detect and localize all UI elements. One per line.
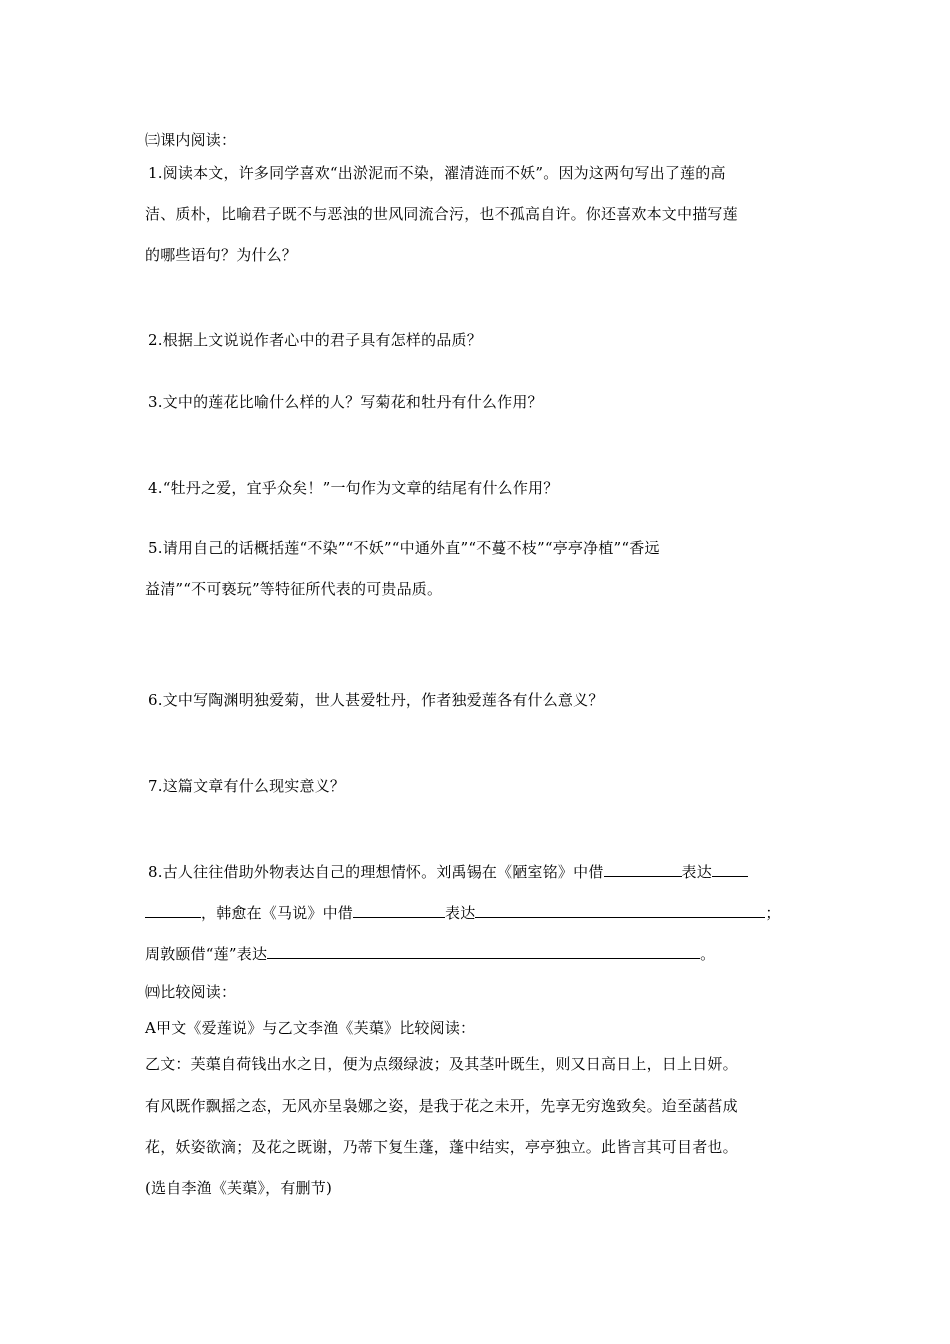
question-5-line-1: 5.请用自己的话概括莲“不染”“不妖”“中通外直”“不蔓不枝”“亭亭净植”“香远 [148,539,660,557]
question-8-text-1: 8.古人往往借助外物表达自己的理想情怀。刘禹锡在《陋室铭》中借 [148,863,604,881]
section-3-heading: ㈢课内阅读： [145,131,237,149]
question-8-text-6: 周敦颐借“莲”表达 [145,945,268,963]
blank-1[interactable] [604,862,682,877]
question-4: 4.“牡丹之爱，宜乎众矣！”一句作为文章的结尾有什么作用？ [148,479,559,497]
question-8-text-3: ，韩愈在《马说》中借 [201,904,354,922]
blank-2b[interactable] [145,903,201,918]
blank-5[interactable] [267,944,700,959]
blank-2a[interactable] [712,862,748,877]
question-7: 7.这篇文章有什么现实意义？ [148,777,346,795]
question-8-line-3 [145,944,825,964]
blank-3[interactable] [353,903,445,918]
question-3: 3.文中的莲花比喻什么样的人？写菊花和牡丹有什么作用？ [148,393,543,411]
passage-line-2: 有风既作飘摇之态，无风亦呈袅娜之姿，是我于花之未开，先享无穷逸致矣。迨至菡萏成 [145,1097,738,1115]
passage-line-1: 乙文：芙蕖自荷钱出水之日，便为点缀绿波；及其茎叶既生，则又日高日上，日上日妍。 [145,1055,738,1073]
question-2: 2.根据上文说说作者心中的君子具有怎样的品质？ [148,331,482,349]
question-5-line-2: 益清”“不可亵玩”等特征所代表的可贵品质。 [145,580,443,598]
question-8-text-7: 。 [700,945,716,963]
passage-source: (选自李渔《芙蕖》，有删节) [145,1179,333,1197]
question-8-text-4: 表达 [445,904,476,922]
passage-line-3: 花，妖姿欲滴；及花之既谢，乃蒂下复生蓬，蓬中结实，亭亭独立。此皆言其可目者也。 [145,1138,738,1156]
blank-4[interactable] [475,903,765,918]
question-6: 6.文中写陶渊明独爱菊，世人甚爱牡丹，作者独爱莲各有什么意义？ [148,691,604,709]
question-8-text-5: ； [765,904,781,922]
question-1-line-3: 的哪些语句？为什么？ [145,246,298,264]
question-1-line-2: 洁、质朴，比喻君子既不与恶浊的世风同流合污，也不孤高自许。你还喜欢本文中描写莲 [145,205,738,223]
question-1-line-1: 1.阅读本文，许多同学喜欢“出淤泥而不染，濯清涟而不妖”。因为这两句写出了莲的高 [148,164,726,182]
question-8-line-2 [145,903,825,923]
question-8-text-2: 表达 [681,863,712,881]
section-4-heading: ㈣比较阅读： [145,983,237,1001]
question-8-line-1 [148,862,828,882]
comparison-subheading: A甲文《爱莲说》与乙文李渔《芙蕖》比较阅读： [145,1019,476,1037]
